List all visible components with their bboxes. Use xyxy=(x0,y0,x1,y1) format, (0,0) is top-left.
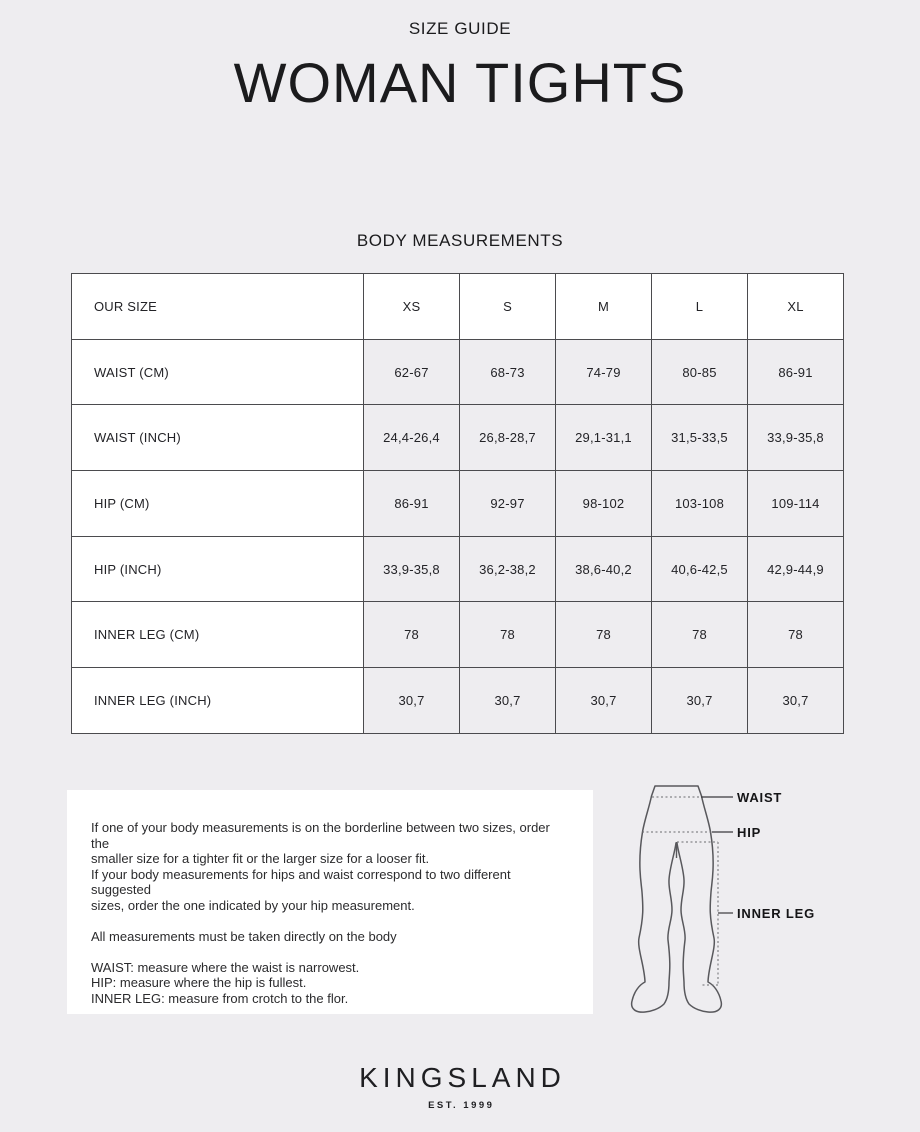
table-cell: 24,4-26,4 xyxy=(364,405,460,471)
table-cell: 30,7 xyxy=(652,668,748,734)
table-body xyxy=(72,339,844,733)
table-cell: 109-114 xyxy=(748,471,844,537)
column-header-size-s: S xyxy=(460,274,556,340)
table-row xyxy=(72,405,844,471)
table-row xyxy=(72,602,844,668)
table-cell: 30,7 xyxy=(364,668,460,734)
table-cell: 31,5-33,5 xyxy=(652,405,748,471)
table-cell: 30,7 xyxy=(460,668,556,734)
table-cell: 78 xyxy=(556,602,652,668)
fit-notes-box xyxy=(67,790,593,1014)
measure-instruction-line: WAIST: measure where the waist is narrowest. xyxy=(91,959,360,975)
table-cell: 78 xyxy=(652,602,748,668)
table-cell: 42,9-44,9 xyxy=(748,536,844,602)
row-label: HIP (CM) xyxy=(72,471,364,537)
hip-label: HIP xyxy=(737,825,762,840)
column-header-size-l: L xyxy=(652,274,748,340)
column-header-our-size: OUR SIZE xyxy=(72,274,364,340)
page-title: WOMAN TIGHTS xyxy=(233,51,687,114)
table-cell: 78 xyxy=(748,602,844,668)
table-cell: 74-79 xyxy=(556,339,652,405)
table-cell: 68-73 xyxy=(460,339,556,405)
measure-instructions xyxy=(91,960,567,1007)
table-row xyxy=(72,536,844,602)
table-cell: 92-97 xyxy=(460,471,556,537)
table-header-row xyxy=(72,274,844,340)
table-cell: 30,7 xyxy=(556,668,652,734)
table-cell: 80-85 xyxy=(652,339,748,405)
notes-spacer xyxy=(91,944,567,960)
table-cell: 62-67 xyxy=(364,339,460,405)
table-cell: 33,9-35,8 xyxy=(364,536,460,602)
brand-established: EST. 1999 xyxy=(428,1100,495,1111)
tights-measurement-diagram xyxy=(610,780,870,1028)
measure-instruction-line: INNER LEG: measure from crotch to the flor. xyxy=(91,990,349,1006)
table-row xyxy=(72,471,844,537)
column-header-size-xs: XS xyxy=(364,274,460,340)
table-cell: 36,2-38,2 xyxy=(460,536,556,602)
row-label: HIP (INCH) xyxy=(72,536,364,602)
row-label: WAIST (INCH) xyxy=(72,405,364,471)
measure-instruction-line: HIP: measure where the hip is fullest. xyxy=(91,975,307,990)
table-cell: 40,6-42,5 xyxy=(652,536,748,602)
fit-note-line: If one of your body measurements is on the borderline between two sizes, order the xyxy=(91,820,550,851)
column-header-size-xl: XL xyxy=(748,274,844,340)
table-cell: 78 xyxy=(460,602,556,668)
notes-spacer xyxy=(91,913,567,929)
table-cell: 26,8-28,7 xyxy=(460,405,556,471)
body-measurements-table xyxy=(71,273,844,734)
waist-label: WAIST xyxy=(737,790,783,805)
table-cell: 38,6-40,2 xyxy=(556,536,652,602)
table-cell: 98-102 xyxy=(556,471,652,537)
table-cell: 33,9-35,8 xyxy=(748,405,844,471)
row-label: INNER LEG (INCH) xyxy=(72,668,364,734)
tights-outline-drawing xyxy=(610,780,870,1028)
table-cell: 86-91 xyxy=(748,339,844,405)
table-row xyxy=(72,668,844,734)
fit-notes-intro xyxy=(91,820,567,913)
fit-note-line: sizes, order the one indicated by your hip measurement. xyxy=(91,897,415,913)
table-cell: 78 xyxy=(364,602,460,668)
tights-silhouette xyxy=(632,786,722,1012)
table-header xyxy=(72,274,844,340)
fit-notes-body: All measurements must be taken directly on the body xyxy=(91,928,397,944)
size-guide-label: SIZE GUIDE xyxy=(408,19,512,38)
brand-logo: KINGSLAND xyxy=(359,1062,566,1093)
row-label: WAIST (CM) xyxy=(72,339,364,405)
inner-leg-label: INNER LEG xyxy=(737,906,815,921)
fit-note-line: smaller size for a tighter fit or the larger size for a looser fit. xyxy=(91,851,430,866)
table-cell: 103-108 xyxy=(652,471,748,537)
table-cell: 29,1-31,1 xyxy=(556,405,652,471)
section-title-body-measurements: BODY MEASUREMENTS xyxy=(356,231,564,250)
fit-note-line: If your body measurements for hips and waist correspond to two different suggested xyxy=(91,866,511,897)
column-header-size-m: M xyxy=(556,274,652,340)
row-label: INNER LEG (CM) xyxy=(72,602,364,668)
table-row xyxy=(72,339,844,405)
table-cell: 86-91 xyxy=(364,471,460,537)
table-cell: 30,7 xyxy=(748,668,844,734)
